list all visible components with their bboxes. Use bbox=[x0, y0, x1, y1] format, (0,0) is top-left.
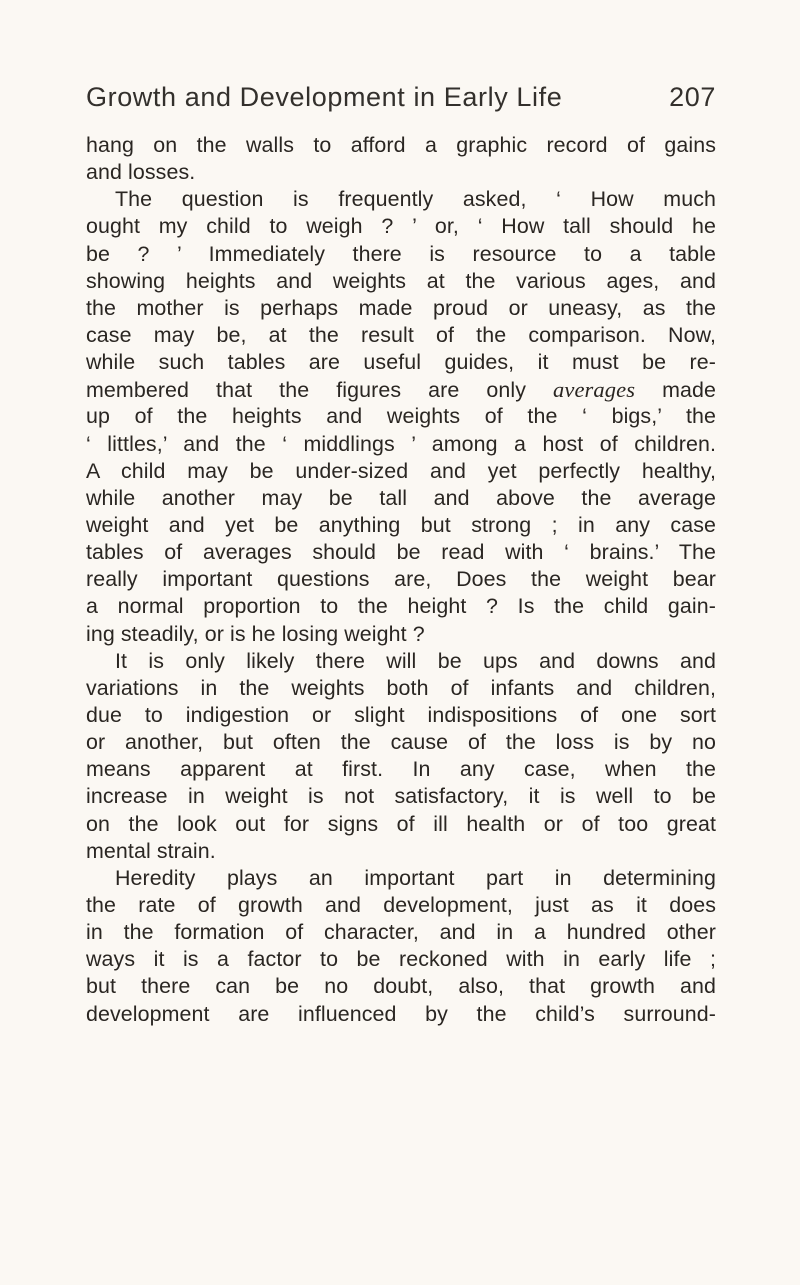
text-line-content: ways it is a factor to be reckoned with in early life ; bbox=[86, 947, 716, 972]
text-line bbox=[86, 566, 716, 593]
text-line-content: development are influenced by the child’s surround- bbox=[86, 1001, 716, 1026]
text-line bbox=[86, 621, 716, 648]
text-line-content: It is only likely there will be ups and downs and bbox=[115, 648, 716, 673]
text-line bbox=[86, 648, 716, 675]
text-line bbox=[86, 946, 716, 973]
page-header bbox=[86, 82, 716, 122]
text-line bbox=[86, 973, 716, 1000]
body-text bbox=[86, 132, 716, 1028]
text-line-content: Heredity plays an important part in determining bbox=[115, 865, 716, 890]
text-line-content: in the formation of character, and in a hundred other bbox=[86, 920, 716, 945]
text-line-tail: made bbox=[662, 378, 717, 403]
text-line-content: a normal proportion to the height ? Is the child gain- bbox=[86, 594, 716, 619]
text-line bbox=[86, 268, 716, 295]
text-line-content: weight and yet be anything but strong ; in any case bbox=[86, 512, 716, 537]
emphasized-word: averages bbox=[553, 377, 636, 403]
text-line-content: hang on the walls to afford a graphic record of gains bbox=[86, 133, 716, 157]
text-line bbox=[86, 593, 716, 620]
running-title: Growth and Development in Early Life bbox=[86, 82, 563, 112]
text-line-content: case may be, at the result of the comparison. Now, bbox=[86, 322, 716, 347]
text-line bbox=[86, 241, 716, 268]
text-line bbox=[86, 186, 716, 213]
text-line-content: tables of averages should be read with ‘ brains.’ The bbox=[86, 540, 716, 565]
text-line-content: membered that the figures are only bbox=[86, 378, 526, 403]
text-line bbox=[86, 783, 716, 810]
text-line bbox=[86, 295, 716, 322]
text-line-content: ought my child to weigh ? ’ or, ‘ How tall should he bbox=[86, 214, 716, 239]
text-line-content: really important questions are, Does the weight bear bbox=[86, 567, 716, 592]
text-line bbox=[86, 675, 716, 702]
text-line-content: showing heights and weights at the various ages, and bbox=[86, 268, 716, 293]
text-line-content: the mother is perhaps made proud or uneasy, as the bbox=[86, 295, 716, 320]
text-line bbox=[86, 919, 716, 946]
text-line bbox=[86, 458, 716, 485]
text-line-content: up of the heights and weights of the ‘ bigs,’ the bbox=[86, 404, 716, 429]
text-line bbox=[86, 729, 716, 756]
text-line-content: ing steadily, or is he losing weight ? bbox=[86, 621, 425, 646]
text-line bbox=[86, 376, 716, 403]
text-line-content: but there can be no doubt, also, that growth and bbox=[86, 974, 716, 999]
text-line-content: while such tables are useful guides, it must be re- bbox=[86, 350, 716, 375]
text-line bbox=[86, 485, 716, 512]
text-line-content: variations in the weights both of infants and children, bbox=[86, 675, 716, 700]
text-line-content: The question is frequently asked, ‘ How much bbox=[115, 187, 716, 212]
text-line bbox=[86, 159, 716, 186]
text-line-content: while another may be tall and above the average bbox=[86, 485, 716, 510]
text-line-content: or another, but often the cause of the loss is by no bbox=[86, 730, 716, 755]
text-line bbox=[86, 539, 716, 566]
text-line-content: be ? ’ Immediately there is resource to a table bbox=[86, 241, 716, 266]
text-line bbox=[86, 756, 716, 783]
text-line bbox=[86, 403, 716, 430]
text-line-content: due to indigestion or slight indispositions of one sort bbox=[86, 702, 716, 727]
text-line bbox=[86, 431, 716, 458]
text-line bbox=[86, 811, 716, 838]
text-line-content: means apparent at first. In any case, when the bbox=[86, 757, 716, 782]
text-line-content: on the look out for signs of ill health or of too great bbox=[86, 811, 716, 836]
text-line-content: increase in weight is not satisfactory, it is well to be bbox=[86, 784, 716, 809]
text-line bbox=[86, 838, 716, 865]
text-line-content: and losses. bbox=[86, 160, 196, 185]
text-line bbox=[86, 349, 716, 376]
text-line bbox=[86, 132, 716, 159]
text-line-content: ‘ littles,’ and the ‘ middlings ’ among a host of children. bbox=[86, 431, 716, 456]
page-number: 207 bbox=[669, 82, 716, 112]
text-line bbox=[86, 1001, 716, 1028]
text-line-content: A child may be under-sized and yet perfectly healthy, bbox=[86, 458, 716, 483]
text-line bbox=[86, 702, 716, 729]
text-line bbox=[86, 865, 716, 892]
text-line bbox=[86, 322, 716, 349]
text-line-content: the rate of growth and development, just as it does bbox=[86, 892, 716, 917]
text-line-content: mental strain. bbox=[86, 838, 216, 863]
text-line bbox=[86, 512, 716, 539]
text-line bbox=[86, 213, 716, 240]
text-line bbox=[86, 892, 716, 919]
